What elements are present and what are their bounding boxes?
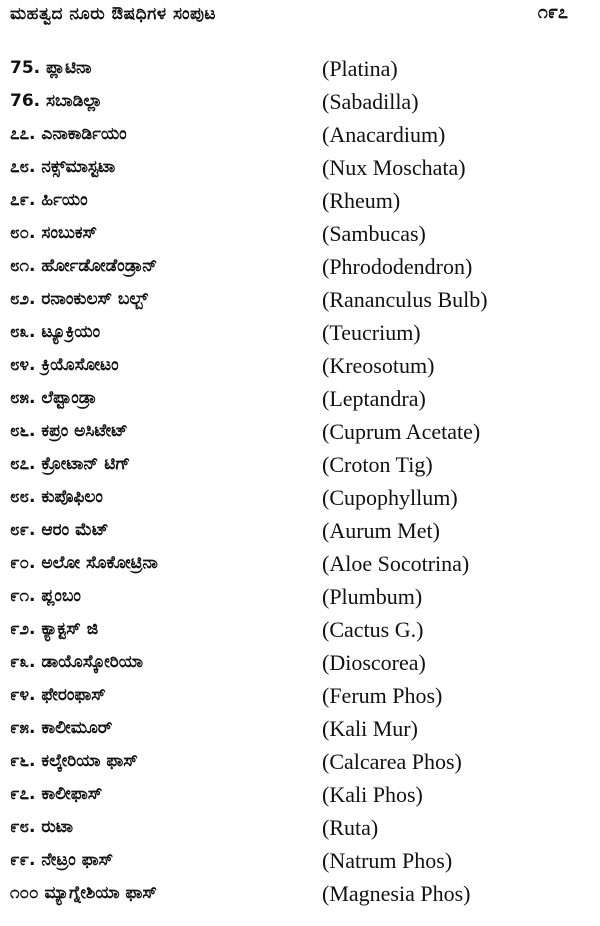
remedy-native-name: ೯೦. ಅಲೋ ಸೊಕೋಟ್ರಿನಾ (10, 553, 158, 573)
remedy-entry (0, 749, 600, 782)
remedy-latin-name: (Kreosotum) (322, 353, 435, 378)
remedy-native-name: ೯೯. ನೇಟ್ರಂ ಫಾಸ್ (10, 850, 114, 870)
remedy-entry (0, 419, 600, 452)
remedy-native-name: ೮೪. ಕ್ರಿಯೊಸೋಟಂ (10, 355, 119, 375)
remedy-native-name: ೯೭. ಕಾಲೀಫಾಸ್ (10, 784, 103, 804)
remedy-native-name: ೯೩. ಡಾಯೊಸ್ಕೋರಿಯಾ (10, 652, 143, 672)
remedy-latin-name: (Ferum Phos) (322, 683, 443, 708)
remedy-latin-name: (Cactus G.) (322, 617, 424, 642)
remedy-native-name: ೮೯. ಆರಂ ಮೆಟ್ (10, 520, 109, 540)
remedy-latin-name: (Rananculus Bulb) (322, 287, 488, 312)
remedy-native-name: ೮೬. ಕಪ್ರಂ ಅಸಿಟೇಟ್ (10, 421, 128, 441)
remedy-latin-name: (Rheum) (322, 188, 401, 213)
remedy-entry (0, 188, 600, 221)
remedy-latin-name: (Sambucas) (322, 221, 426, 246)
remedy-latin-name: (Teucrium) (322, 320, 421, 345)
remedy-native-name: ೭೭. ಎನಾಕಾರ್ಡಿಯಂ (10, 124, 127, 144)
remedy-native-name: 76. ಸಬಾಡಿಲ್ಲಾ (10, 91, 103, 111)
remedy-native-name: ೮೮. ಕುಪೊಫಿಲಂ (10, 487, 103, 507)
remedy-entry (0, 287, 600, 320)
remedy-native-name: ೯೧. ಪ್ಲಂಬಂ (10, 586, 81, 606)
remedy-entry (0, 320, 600, 353)
remedy-entry (0, 815, 600, 848)
remedy-entry (0, 485, 600, 518)
remedy-native-name: ೯೮. ರುಟಾ (10, 817, 73, 837)
remedy-native-name: ೮೭. ಕ್ರೋಟಾನ್ ಟಿಗ್ (10, 454, 131, 474)
remedy-native-name: ೮೫. ಲೆಪ್ಟಾಂಡ್ರಾ (10, 388, 97, 408)
remedy-latin-name: (Natrum Phos) (322, 848, 453, 873)
remedy-native-name: ೯೬. ಕಲ್ಕೇರಿಯಾ ಫಾಸ್ (10, 751, 138, 771)
remedy-entry (0, 881, 600, 914)
remedy-native-name: ೮೨. ರನಾಂಕುಲಸ್ ಬಲ್ಬ್ (10, 289, 148, 309)
remedy-entry (0, 221, 600, 254)
page-number: ೧೯೭ (537, 2, 568, 23)
remedy-latin-name: (Croton Tig) (322, 452, 433, 477)
remedy-native-name: 75. ಪ್ಲಾಟಿನಾ (10, 58, 92, 78)
remedy-entry (0, 617, 600, 650)
remedy-latin-name: (Plumbum) (322, 584, 423, 609)
remedy-latin-name: (Sabadilla) (322, 89, 419, 114)
remedy-latin-name: (Aurum Met) (322, 518, 440, 543)
remedy-latin-name: (Dioscorea) (322, 650, 426, 675)
remedy-native-name: ೭೯. ರ್ಹಿಯಂ (10, 190, 88, 210)
remedy-latin-name: (Kali Mur) (322, 716, 418, 741)
remedy-native-name: ೯೫. ಕಾಲೀಮೂರ್ (10, 718, 113, 738)
remedy-entry (0, 551, 600, 584)
remedy-entry (0, 683, 600, 716)
remedy-latin-name: (Anacardium) (322, 122, 446, 147)
remedy-latin-name: (Cupophyllum) (322, 485, 458, 510)
remedy-native-name: ೭೮. ನಕ್ಸ್‌ಮಾಸ್ಟಟಾ (10, 157, 116, 177)
remedy-latin-name: (Magnesia Phos) (322, 881, 471, 906)
remedy-latin-name: (Nux Moschata) (322, 155, 466, 180)
remedy-native-name: ೮೩. ಟ್ಯೂಕ್ರಿಯಂ (10, 322, 101, 342)
remedy-entry (0, 386, 600, 419)
remedy-list (0, 56, 600, 914)
remedy-latin-name: (Leptandra) (322, 386, 426, 411)
remedy-latin-name: (Ruta) (322, 815, 379, 840)
remedy-entry (0, 155, 600, 188)
remedy-entry (0, 848, 600, 881)
remedy-entry (0, 782, 600, 815)
remedy-native-name: ೮೧. ರ್ಹೋಡೋಡೆಂಡ್ರಾನ್ (10, 256, 158, 276)
remedy-entry (0, 254, 600, 287)
remedy-native-name: ೮೦. ಸಂಬುಕಸ್ (10, 223, 98, 243)
remedy-entry (0, 650, 600, 683)
remedy-native-name: ೯೨. ಕ್ಯಾಕ್ಟಸ್ ಜಿ (10, 619, 99, 639)
remedy-entry (0, 353, 600, 386)
remedy-entry (0, 122, 600, 155)
running-title: ಮಹತ್ವದ ನೂರು ಔಷಧಿಗಳ ಸಂಪುಟ (10, 4, 216, 24)
remedy-latin-name: (Platina) (322, 56, 398, 81)
remedy-latin-name: (Cuprum Acetate) (322, 419, 481, 444)
remedy-latin-name: (Calcarea Phos) (322, 749, 462, 774)
remedy-latin-name: (Aloe Socotrina) (322, 551, 470, 576)
remedy-entry (0, 518, 600, 551)
remedy-entry (0, 452, 600, 485)
remedy-latin-name: (Phrododendron) (322, 254, 473, 279)
remedy-latin-name: (Kali Phos) (322, 782, 423, 807)
remedy-entry (0, 89, 600, 122)
remedy-native-name: ೧೦೦ ಮ್ಯಾಗ್ನೇಶಿಯಾ ಫಾಸ್ (10, 883, 157, 903)
remedy-native-name: ೯೪. ಫೇರಂಫಾಸ್ (10, 685, 106, 705)
remedy-entry (0, 56, 600, 89)
remedy-entry (0, 716, 600, 749)
remedy-entry (0, 584, 600, 617)
